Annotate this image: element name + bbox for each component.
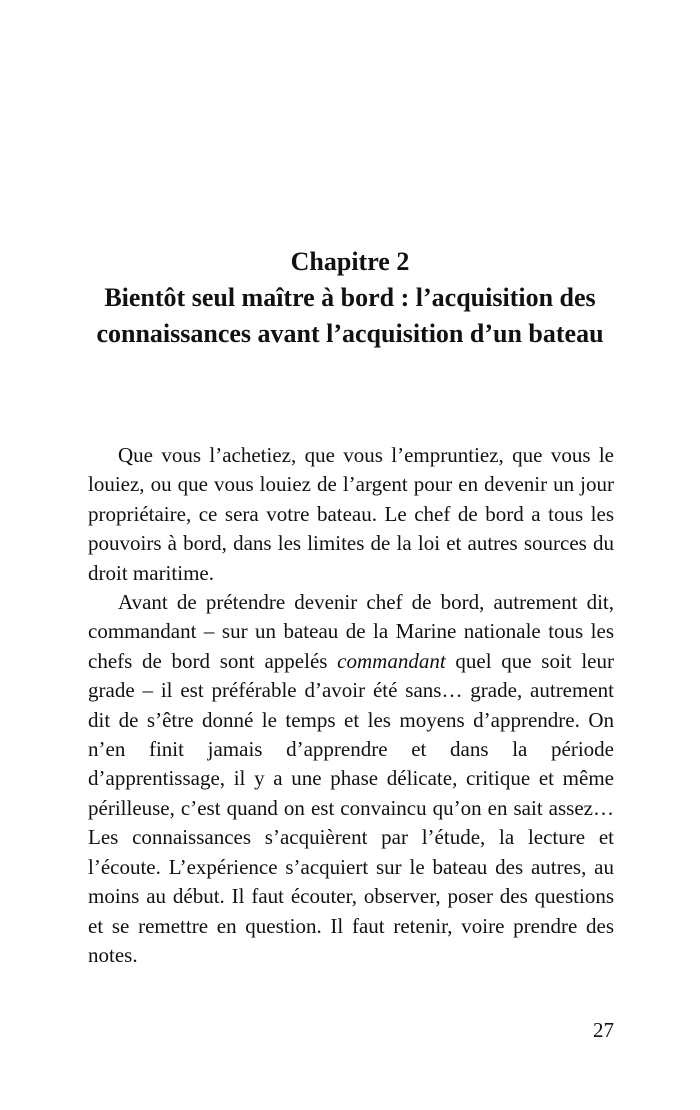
paragraph-2-end: quel que soit leur grade – il est préférable d’avoir été sans… grade, autrement dit de s’être donné le temps et les moyens d’apprendre. On n’en finit jamais d’apprendre et dans la période d’apprentissage, il y a une phase délicate, critique et même périlleuse, c’est quand on est convaincu qu’on en sait assez… Les connaissances s’acquièrent par l’étude, la lecture et l’écoute. L’expérience s’acquiert sur le bateau des autres, au moins au début. Il faut écouter, observer, poser des questions et se remettre en question. Il faut retenir, voire prendre des notes. bbox=[88, 648, 614, 967]
paragraph-1: Que vous l’achetiez, que vous l’empruntiez, que vous le louiez, ou que vous louiez de l’argent pour en devenir un jour propriétaire, ce sera votre bateau. Le chef de bord a tous les pouvoirs à bord, dans les limites de la loi et autres sources du droit maritime. bbox=[88, 443, 614, 585]
paragraph-2 bbox=[88, 588, 614, 970]
paragraph-2-start: Avant de prétendre devenir chef de bord, autrement dit, commandant – sur un bateau de la Marine nationale tous les chefs de bord sont appelés bbox=[88, 590, 614, 673]
chapter-title-line-2: connaissances avant l’acquisition d’un bateau bbox=[96, 319, 604, 348]
page-number: 27 bbox=[593, 1018, 614, 1042]
paragraph-2-emphasis: commandant bbox=[337, 648, 446, 673]
body-text bbox=[88, 441, 614, 970]
chapter-number: Chapitre 2 bbox=[290, 247, 410, 276]
chapter-title-line-1: Bientôt seul maître à bord : l’acquisition des bbox=[104, 283, 596, 312]
chapter-header bbox=[0, 244, 700, 352]
